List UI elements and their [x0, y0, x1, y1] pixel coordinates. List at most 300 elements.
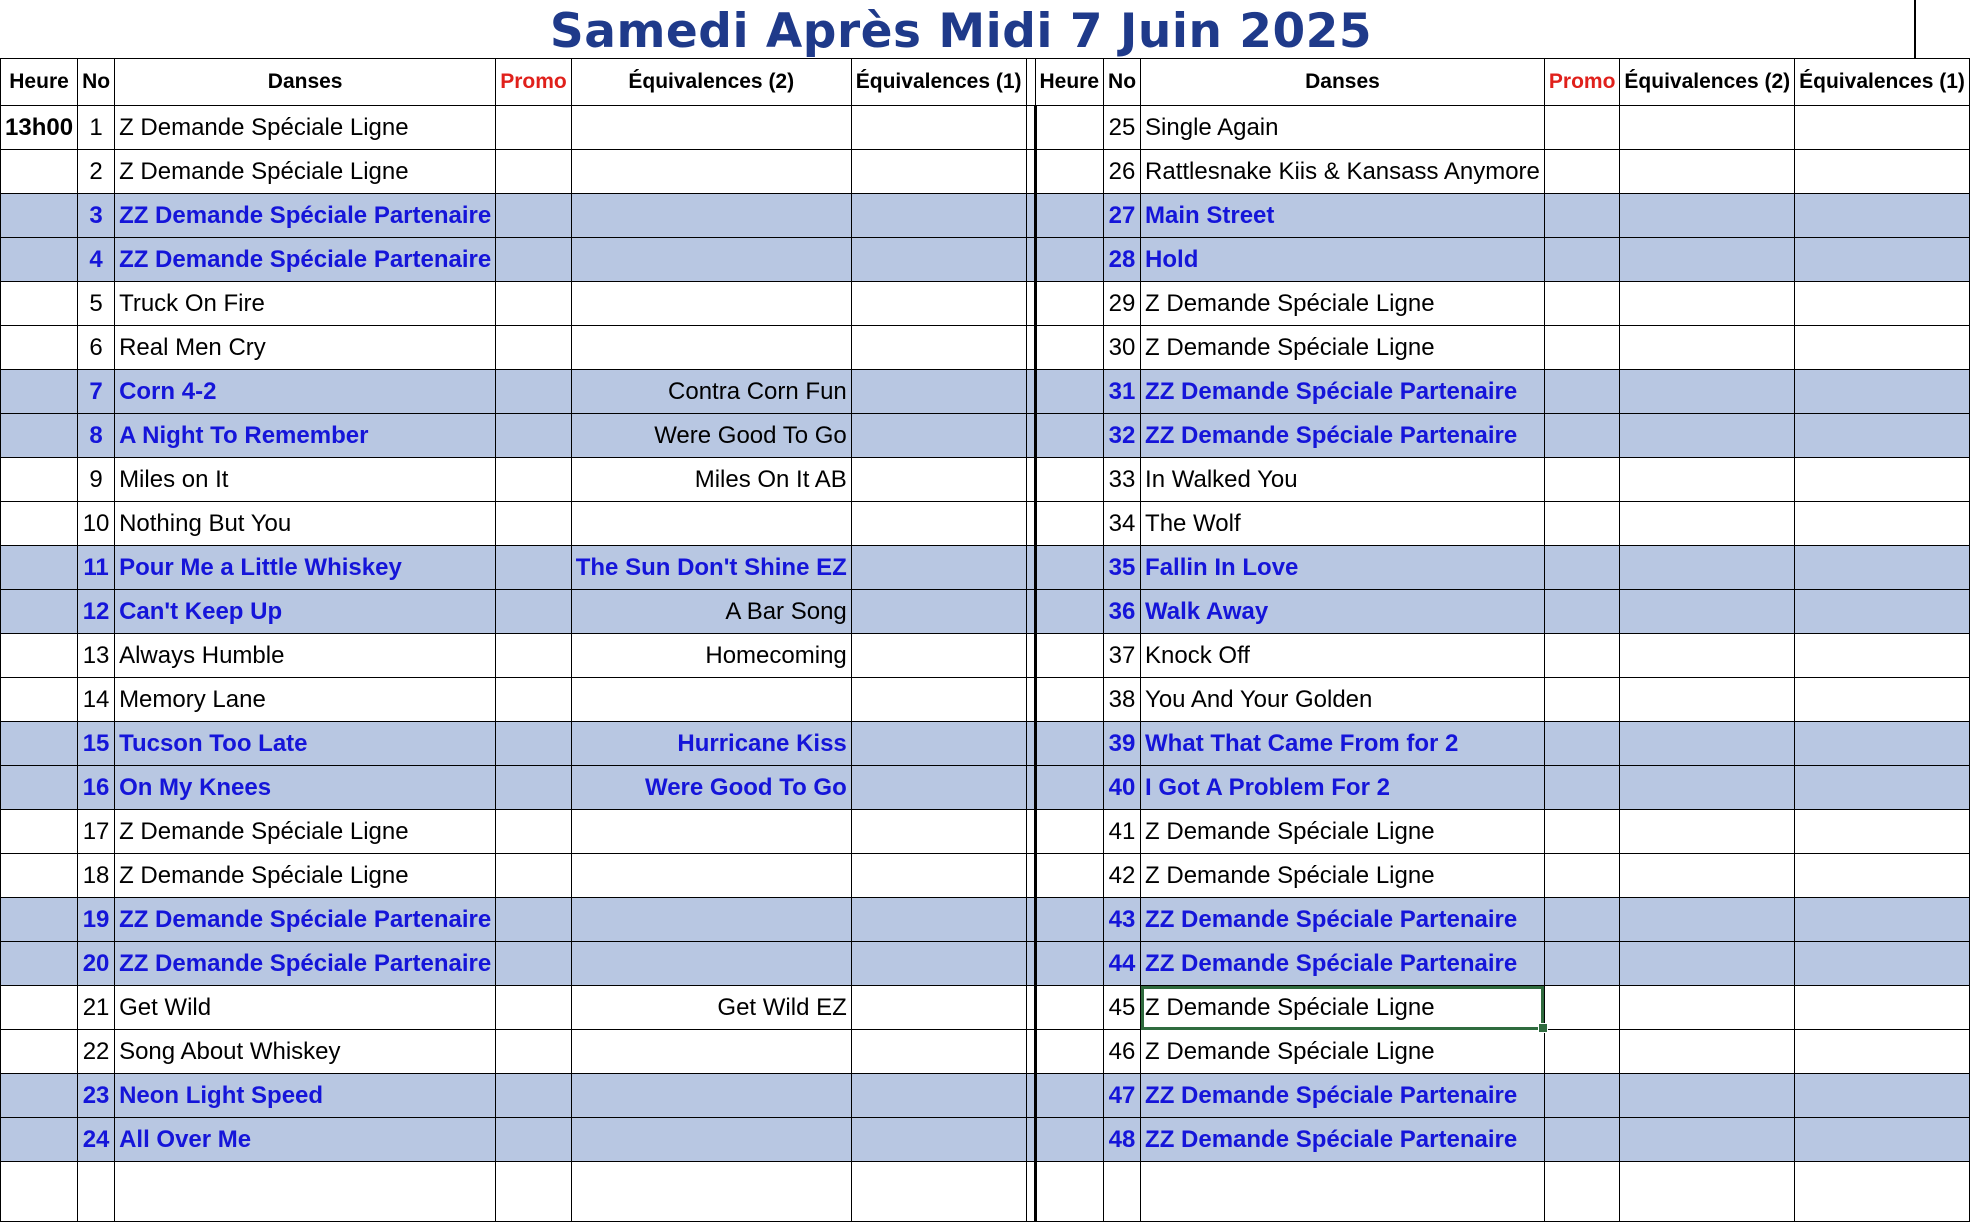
- cell-equivalence-2[interactable]: [571, 546, 851, 590]
- empty-cell[interactable]: [1141, 1162, 1545, 1222]
- cell-equivalence-2-right[interactable]: [1620, 634, 1795, 678]
- cell-promo[interactable]: [496, 986, 572, 1030]
- cell-no[interactable]: [78, 854, 115, 898]
- header-equivalences-2-right[interactable]: Équivalences (2): [1620, 59, 1795, 106]
- cell-gap[interactable]: [1026, 986, 1035, 1030]
- cell-equivalence-2-right[interactable]: [1620, 590, 1795, 634]
- cell-equivalence-1-right[interactable]: [1795, 414, 1970, 458]
- cell-equivalence-1[interactable]: [851, 546, 1026, 590]
- cell-dance-right[interactable]: [1141, 634, 1545, 678]
- cell-equivalence-2[interactable]: [571, 370, 851, 414]
- header-equivalences-1[interactable]: Équivalences (1): [851, 59, 1026, 106]
- cell-dance-right[interactable]: [1141, 898, 1545, 942]
- header-heure[interactable]: Heure: [1, 59, 78, 106]
- cell-equivalence-2[interactable]: [571, 150, 851, 194]
- cell-heure[interactable]: [1, 546, 78, 590]
- cell-dance-right[interactable]: [1141, 238, 1545, 282]
- fill-handle[interactable]: [1538, 1023, 1548, 1033]
- cell-heure[interactable]: [1, 282, 78, 326]
- cell-no[interactable]: [78, 678, 115, 722]
- cell-promo-right[interactable]: [1544, 1118, 1620, 1162]
- cell-equivalence-2-right[interactable]: [1620, 722, 1795, 766]
- cell-no-right[interactable]: [1104, 150, 1141, 194]
- cell-no[interactable]: [78, 1074, 115, 1118]
- cell-dance[interactable]: [115, 1030, 496, 1074]
- cell-dance-right[interactable]: [1141, 282, 1545, 326]
- cell-no[interactable]: [78, 282, 115, 326]
- cell-promo[interactable]: [496, 854, 572, 898]
- cell-promo[interactable]: [496, 546, 572, 590]
- cell-equivalence-2[interactable]: [571, 854, 851, 898]
- cell-dance-right[interactable]: [1141, 414, 1545, 458]
- cell-promo-right[interactable]: [1544, 326, 1620, 370]
- cell-dance-right[interactable]: [1141, 722, 1545, 766]
- cell-gap[interactable]: [1026, 546, 1035, 590]
- cell-heure-right[interactable]: [1035, 150, 1104, 194]
- cell-gap[interactable]: [1026, 678, 1035, 722]
- cell-heure-right[interactable]: [1035, 414, 1104, 458]
- cell-promo[interactable]: [496, 282, 572, 326]
- cell-equivalence-1[interactable]: [851, 370, 1026, 414]
- cell-dance[interactable]: [115, 282, 496, 326]
- cell-heure[interactable]: [1, 502, 78, 546]
- cell-equivalence-2-right[interactable]: [1620, 1074, 1795, 1118]
- cell-no[interactable]: [78, 898, 115, 942]
- cell-equivalence-1-right[interactable]: [1795, 1074, 1970, 1118]
- cell-equivalence-2-right[interactable]: [1620, 766, 1795, 810]
- cell-equivalence-2-right[interactable]: [1620, 458, 1795, 502]
- cell-gap[interactable]: [1026, 238, 1035, 282]
- cell-no[interactable]: [78, 810, 115, 854]
- cell-heure-right[interactable]: [1035, 370, 1104, 414]
- cell-equivalence-1-right[interactable]: [1795, 986, 1970, 1030]
- header-no[interactable]: No: [78, 59, 115, 106]
- header-equivalences-2[interactable]: Équivalences (2): [571, 59, 851, 106]
- cell-equivalence-2-right[interactable]: [1620, 194, 1795, 238]
- cell-no[interactable]: [78, 766, 115, 810]
- cell-equivalence-2[interactable]: [571, 942, 851, 986]
- cell-heure[interactable]: [1, 766, 78, 810]
- cell-equivalence-1[interactable]: [851, 942, 1026, 986]
- cell-heure-right[interactable]: [1035, 238, 1104, 282]
- cell-equivalence-1[interactable]: [851, 722, 1026, 766]
- cell-equivalence-1-right[interactable]: [1795, 1118, 1970, 1162]
- cell-promo[interactable]: [496, 502, 572, 546]
- cell-no[interactable]: [78, 590, 115, 634]
- cell-equivalence-1-right[interactable]: [1795, 722, 1970, 766]
- cell-dance[interactable]: [115, 414, 496, 458]
- cell-heure-right[interactable]: [1035, 1118, 1104, 1162]
- cell-equivalence-2-right[interactable]: [1620, 1030, 1795, 1074]
- cell-heure-right[interactable]: [1035, 678, 1104, 722]
- cell-equivalence-2-right[interactable]: [1620, 502, 1795, 546]
- cell-no-right[interactable]: [1104, 898, 1141, 942]
- cell-equivalence-1-right[interactable]: [1795, 150, 1970, 194]
- cell-dance-right[interactable]: [1141, 106, 1545, 150]
- cell-promo[interactable]: [496, 458, 572, 502]
- cell-equivalence-1[interactable]: [851, 854, 1026, 898]
- cell-equivalence-1-right[interactable]: [1795, 194, 1970, 238]
- cell-heure[interactable]: [1, 414, 78, 458]
- cell-promo[interactable]: [496, 1118, 572, 1162]
- cell-dance-right[interactable]: [1141, 546, 1545, 590]
- cell-promo[interactable]: [496, 898, 572, 942]
- cell-no-right[interactable]: [1104, 1074, 1141, 1118]
- cell-no-right[interactable]: [1104, 194, 1141, 238]
- cell-heure[interactable]: [1, 810, 78, 854]
- cell-heure[interactable]: [1, 106, 78, 150]
- cell-gap[interactable]: [1026, 766, 1035, 810]
- cell-dance[interactable]: [115, 590, 496, 634]
- cell-no-right[interactable]: [1104, 634, 1141, 678]
- cell-equivalence-1-right[interactable]: [1795, 1030, 1970, 1074]
- cell-dance[interactable]: [115, 370, 496, 414]
- cell-gap[interactable]: [1026, 150, 1035, 194]
- cell-promo-right[interactable]: [1544, 854, 1620, 898]
- cell-dance[interactable]: [115, 326, 496, 370]
- cell-heure-right[interactable]: [1035, 106, 1104, 150]
- cell-promo[interactable]: [496, 414, 572, 458]
- cell-gap[interactable]: [1026, 942, 1035, 986]
- cell-no[interactable]: [78, 238, 115, 282]
- cell-equivalence-1[interactable]: [851, 678, 1026, 722]
- cell-heure[interactable]: [1, 1030, 78, 1074]
- cell-promo-right[interactable]: [1544, 634, 1620, 678]
- cell-gap[interactable]: [1026, 106, 1035, 150]
- cell-gap[interactable]: [1026, 414, 1035, 458]
- cell-equivalence-2[interactable]: [571, 634, 851, 678]
- cell-equivalence-2[interactable]: [571, 458, 851, 502]
- header-heure-right[interactable]: Heure: [1035, 59, 1104, 106]
- cell-promo[interactable]: [496, 678, 572, 722]
- cell-equivalence-2-right[interactable]: [1620, 810, 1795, 854]
- cell-heure-right[interactable]: [1035, 634, 1104, 678]
- cell-equivalence-2-right[interactable]: [1620, 546, 1795, 590]
- cell-heure[interactable]: [1, 942, 78, 986]
- cell-heure[interactable]: [1, 150, 78, 194]
- cell-heure[interactable]: [1, 854, 78, 898]
- cell-promo[interactable]: [496, 942, 572, 986]
- cell-promo-right[interactable]: [1544, 282, 1620, 326]
- cell-equivalence-2[interactable]: [571, 590, 851, 634]
- cell-dance[interactable]: [115, 546, 496, 590]
- cell-gap[interactable]: [1026, 370, 1035, 414]
- empty-cell[interactable]: [851, 1162, 1026, 1222]
- cell-equivalence-1-right[interactable]: [1795, 634, 1970, 678]
- cell-heure[interactable]: [1, 326, 78, 370]
- empty-cell[interactable]: [1035, 1162, 1104, 1222]
- cell-equivalence-2[interactable]: [571, 194, 851, 238]
- cell-heure[interactable]: [1, 678, 78, 722]
- cell-promo[interactable]: [496, 326, 572, 370]
- cell-dance[interactable]: [115, 502, 496, 546]
- cell-no-right[interactable]: [1104, 238, 1141, 282]
- cell-no-right[interactable]: [1104, 854, 1141, 898]
- header-gap[interactable]: [1026, 59, 1035, 106]
- cell-equivalence-2-right[interactable]: [1620, 326, 1795, 370]
- cell-promo[interactable]: [496, 722, 572, 766]
- cell-heure-right[interactable]: [1035, 766, 1104, 810]
- cell-equivalence-1[interactable]: [851, 986, 1026, 1030]
- cell-promo[interactable]: [496, 1030, 572, 1074]
- cell-gap[interactable]: [1026, 854, 1035, 898]
- cell-heure[interactable]: [1, 986, 78, 1030]
- cell-dance[interactable]: [115, 678, 496, 722]
- cell-no-right[interactable]: [1104, 986, 1141, 1030]
- cell-promo-right[interactable]: [1544, 898, 1620, 942]
- cell-gap[interactable]: [1026, 634, 1035, 678]
- cell-dance-right[interactable]: [1141, 590, 1545, 634]
- cell-no[interactable]: [78, 502, 115, 546]
- cell-dance[interactable]: [115, 722, 496, 766]
- cell-heure-right[interactable]: [1035, 942, 1104, 986]
- cell-promo-right[interactable]: [1544, 1030, 1620, 1074]
- cell-dance[interactable]: [115, 898, 496, 942]
- cell-heure[interactable]: [1, 194, 78, 238]
- cell-dance[interactable]: [115, 986, 496, 1030]
- empty-cell[interactable]: [1104, 1162, 1141, 1222]
- cell-equivalence-1-right[interactable]: [1795, 282, 1970, 326]
- cell-dance[interactable]: [115, 942, 496, 986]
- cell-heure[interactable]: [1, 590, 78, 634]
- cell-equivalence-2[interactable]: [571, 766, 851, 810]
- cell-heure-right[interactable]: [1035, 810, 1104, 854]
- cell-dance-right[interactable]: [1141, 326, 1545, 370]
- cell-heure-right[interactable]: [1035, 194, 1104, 238]
- cell-no[interactable]: [78, 942, 115, 986]
- cell-heure-right[interactable]: [1035, 898, 1104, 942]
- cell-equivalence-2[interactable]: [571, 678, 851, 722]
- cell-heure-right[interactable]: [1035, 854, 1104, 898]
- cell-promo-right[interactable]: [1544, 942, 1620, 986]
- cell-dance-right[interactable]: [1141, 150, 1545, 194]
- empty-cell[interactable]: [115, 1162, 496, 1222]
- cell-no-right[interactable]: [1104, 458, 1141, 502]
- cell-equivalence-1[interactable]: [851, 1030, 1026, 1074]
- cell-dance-right[interactable]: [1141, 986, 1545, 1030]
- cell-equivalence-1[interactable]: [851, 106, 1026, 150]
- cell-no[interactable]: [78, 722, 115, 766]
- cell-equivalence-2[interactable]: [571, 722, 851, 766]
- cell-equivalence-2[interactable]: [571, 326, 851, 370]
- cell-dance-right[interactable]: [1141, 766, 1545, 810]
- cell-equivalence-1[interactable]: [851, 502, 1026, 546]
- cell-dance-right[interactable]: [1141, 458, 1545, 502]
- cell-heure-right[interactable]: [1035, 1030, 1104, 1074]
- cell-equivalence-1[interactable]: [851, 194, 1026, 238]
- cell-no[interactable]: [78, 634, 115, 678]
- cell-heure[interactable]: [1, 1118, 78, 1162]
- cell-promo-right[interactable]: [1544, 106, 1620, 150]
- cell-gap[interactable]: [1026, 1118, 1035, 1162]
- cell-dance-right[interactable]: [1141, 1030, 1545, 1074]
- cell-no[interactable]: [78, 986, 115, 1030]
- cell-equivalence-1-right[interactable]: [1795, 810, 1970, 854]
- cell-dance[interactable]: [115, 238, 496, 282]
- cell-dance-right[interactable]: [1141, 502, 1545, 546]
- cell-gap[interactable]: [1026, 194, 1035, 238]
- cell-equivalence-1[interactable]: [851, 326, 1026, 370]
- cell-promo-right[interactable]: [1544, 810, 1620, 854]
- cell-heure-right[interactable]: [1035, 986, 1104, 1030]
- cell-no-right[interactable]: [1104, 766, 1141, 810]
- cell-equivalence-2[interactable]: [571, 414, 851, 458]
- cell-promo[interactable]: [496, 370, 572, 414]
- cell-equivalence-2-right[interactable]: [1620, 150, 1795, 194]
- cell-promo-right[interactable]: [1544, 414, 1620, 458]
- cell-equivalence-1[interactable]: [851, 1074, 1026, 1118]
- cell-heure[interactable]: [1, 370, 78, 414]
- cell-equivalence-1-right[interactable]: [1795, 766, 1970, 810]
- cell-dance[interactable]: [115, 194, 496, 238]
- cell-heure[interactable]: [1, 238, 78, 282]
- cell-no[interactable]: [78, 1030, 115, 1074]
- cell-dance-right[interactable]: [1141, 942, 1545, 986]
- cell-promo-right[interactable]: [1544, 1074, 1620, 1118]
- cell-equivalence-1[interactable]: [851, 282, 1026, 326]
- cell-promo-right[interactable]: [1544, 986, 1620, 1030]
- cell-equivalence-2-right[interactable]: [1620, 414, 1795, 458]
- cell-dance-right[interactable]: [1141, 854, 1545, 898]
- cell-equivalence-1[interactable]: [851, 590, 1026, 634]
- empty-cell[interactable]: [1620, 1162, 1795, 1222]
- empty-cell[interactable]: [1544, 1162, 1620, 1222]
- cell-dance[interactable]: [115, 458, 496, 502]
- header-no-right[interactable]: No: [1104, 59, 1141, 106]
- cell-no[interactable]: [78, 106, 115, 150]
- cell-heure-right[interactable]: [1035, 326, 1104, 370]
- cell-equivalence-1[interactable]: [851, 458, 1026, 502]
- cell-equivalence-2-right[interactable]: [1620, 282, 1795, 326]
- cell-heure-right[interactable]: [1035, 546, 1104, 590]
- header-danses[interactable]: Danses: [115, 59, 496, 106]
- cell-promo[interactable]: [496, 106, 572, 150]
- empty-cell[interactable]: [571, 1162, 851, 1222]
- cell-no[interactable]: [78, 370, 115, 414]
- cell-equivalence-2-right[interactable]: [1620, 942, 1795, 986]
- cell-promo[interactable]: [496, 238, 572, 282]
- cell-no[interactable]: [78, 194, 115, 238]
- cell-equivalence-1[interactable]: [851, 1118, 1026, 1162]
- cell-promo-right[interactable]: [1544, 194, 1620, 238]
- cell-dance-right[interactable]: [1141, 1118, 1545, 1162]
- cell-equivalence-1[interactable]: [851, 810, 1026, 854]
- cell-no[interactable]: [78, 458, 115, 502]
- cell-equivalence-1-right[interactable]: [1795, 502, 1970, 546]
- cell-heure-right[interactable]: [1035, 1074, 1104, 1118]
- cell-no[interactable]: [78, 150, 115, 194]
- empty-cell[interactable]: [496, 1162, 572, 1222]
- cell-promo-right[interactable]: [1544, 458, 1620, 502]
- cell-dance[interactable]: [115, 766, 496, 810]
- cell-heure[interactable]: [1, 898, 78, 942]
- cell-equivalence-2[interactable]: [571, 1118, 851, 1162]
- cell-gap[interactable]: [1026, 502, 1035, 546]
- cell-promo-right[interactable]: [1544, 502, 1620, 546]
- cell-gap[interactable]: [1026, 590, 1035, 634]
- cell-equivalence-1[interactable]: [851, 634, 1026, 678]
- cell-equivalence-1-right[interactable]: [1795, 942, 1970, 986]
- cell-heure[interactable]: [1, 458, 78, 502]
- cell-no-right[interactable]: [1104, 282, 1141, 326]
- cell-equivalence-2-right[interactable]: [1620, 1118, 1795, 1162]
- cell-no-right[interactable]: [1104, 1030, 1141, 1074]
- empty-cell[interactable]: [1026, 1162, 1035, 1222]
- cell-equivalence-1-right[interactable]: [1795, 106, 1970, 150]
- cell-promo[interactable]: [496, 1074, 572, 1118]
- cell-gap[interactable]: [1026, 458, 1035, 502]
- cell-equivalence-2-right[interactable]: [1620, 986, 1795, 1030]
- cell-dance[interactable]: [115, 150, 496, 194]
- header-promo[interactable]: Promo: [496, 59, 572, 106]
- cell-dance-right[interactable]: [1141, 678, 1545, 722]
- cell-heure[interactable]: [1, 634, 78, 678]
- cell-heure-right[interactable]: [1035, 722, 1104, 766]
- cell-equivalence-1-right[interactable]: [1795, 546, 1970, 590]
- cell-equivalence-2-right[interactable]: [1620, 854, 1795, 898]
- cell-heure-right[interactable]: [1035, 590, 1104, 634]
- cell-equivalence-1-right[interactable]: [1795, 590, 1970, 634]
- cell-equivalence-2[interactable]: [571, 1030, 851, 1074]
- cell-equivalence-1-right[interactable]: [1795, 238, 1970, 282]
- cell-gap[interactable]: [1026, 282, 1035, 326]
- cell-dance[interactable]: [115, 1118, 496, 1162]
- cell-equivalence-2-right[interactable]: [1620, 106, 1795, 150]
- cell-dance[interactable]: [115, 1074, 496, 1118]
- cell-dance[interactable]: [115, 810, 496, 854]
- cell-dance-right[interactable]: [1141, 370, 1545, 414]
- cell-equivalence-1-right[interactable]: [1795, 458, 1970, 502]
- cell-equivalence-1-right[interactable]: [1795, 854, 1970, 898]
- cell-promo-right[interactable]: [1544, 238, 1620, 282]
- cell-equivalence-1-right[interactable]: [1795, 898, 1970, 942]
- cell-heure-right[interactable]: [1035, 458, 1104, 502]
- cell-equivalence-2[interactable]: [571, 238, 851, 282]
- cell-dance-right[interactable]: [1141, 194, 1545, 238]
- cell-promo[interactable]: [496, 766, 572, 810]
- cell-no-right[interactable]: [1104, 106, 1141, 150]
- cell-equivalence-1[interactable]: [851, 238, 1026, 282]
- cell-equivalence-1[interactable]: [851, 766, 1026, 810]
- cell-promo-right[interactable]: [1544, 678, 1620, 722]
- cell-no[interactable]: [78, 414, 115, 458]
- cell-no-right[interactable]: [1104, 370, 1141, 414]
- cell-promo[interactable]: [496, 590, 572, 634]
- cell-equivalence-2-right[interactable]: [1620, 678, 1795, 722]
- cell-gap[interactable]: [1026, 326, 1035, 370]
- cell-dance[interactable]: [115, 854, 496, 898]
- cell-promo-right[interactable]: [1544, 722, 1620, 766]
- cell-equivalence-1-right[interactable]: [1795, 370, 1970, 414]
- cell-no-right[interactable]: [1104, 942, 1141, 986]
- cell-equivalence-1[interactable]: [851, 898, 1026, 942]
- cell-no-right[interactable]: [1104, 326, 1141, 370]
- cell-gap[interactable]: [1026, 898, 1035, 942]
- cell-equivalence-1[interactable]: [851, 150, 1026, 194]
- cell-equivalence-2[interactable]: [571, 898, 851, 942]
- cell-promo-right[interactable]: [1544, 150, 1620, 194]
- cell-equivalence-1-right[interactable]: [1795, 678, 1970, 722]
- cell-no-right[interactable]: [1104, 678, 1141, 722]
- cell-dance[interactable]: [115, 106, 496, 150]
- empty-cell[interactable]: [78, 1162, 115, 1222]
- cell-no-right[interactable]: [1104, 590, 1141, 634]
- cell-no-right[interactable]: [1104, 502, 1141, 546]
- cell-equivalence-2[interactable]: [571, 986, 851, 1030]
- cell-no-right[interactable]: [1104, 1118, 1141, 1162]
- cell-equivalence-2[interactable]: [571, 502, 851, 546]
- cell-equivalence-2[interactable]: [571, 282, 851, 326]
